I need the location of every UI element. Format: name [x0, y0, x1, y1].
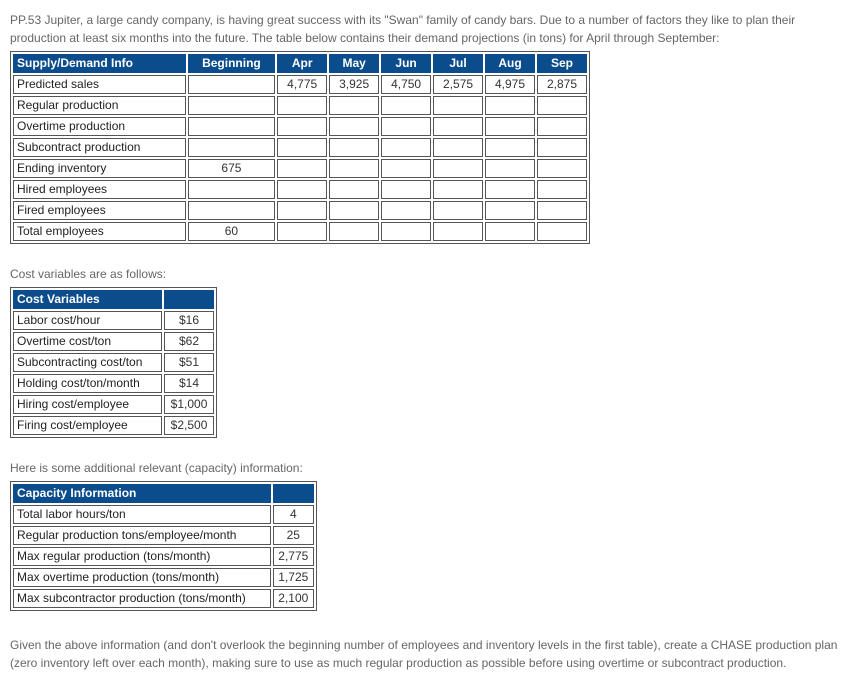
supply-header-col: May [329, 54, 379, 73]
table-cell [485, 159, 535, 178]
capacity-information-table [10, 481, 317, 611]
table-row [13, 180, 587, 199]
closing-line-2: (zero inventory left over each month), making sure to use as much regular production as possible before using overtime or subcontract production. [10, 656, 787, 670]
table-cell [188, 201, 276, 220]
closing-text [10, 636, 837, 672]
closing-line-1: Given the above information (and don't overlook the beginning number of employees and inventory levels in the first table), create a CHASE production plan [10, 638, 838, 652]
cost-label: Hiring cost/employee [13, 395, 162, 414]
cost-row [13, 353, 214, 372]
intro-text [10, 11, 795, 47]
table-cell [433, 159, 483, 178]
cost-value: $62 [164, 332, 214, 351]
capacity-row [13, 589, 314, 608]
table-cell [485, 222, 535, 241]
capacity-row [13, 505, 314, 524]
table-row [13, 96, 587, 115]
capacity-header-label: Capacity Information [13, 484, 271, 503]
table-cell [188, 138, 276, 157]
table-cell [485, 138, 535, 157]
cost-value: $16 [164, 311, 214, 330]
supply-header-col: Jul [433, 54, 483, 73]
table-cell [537, 117, 587, 136]
table-cell [537, 222, 587, 241]
row-label: Ending inventory [13, 159, 186, 178]
table-row [13, 222, 587, 241]
table-cell [381, 117, 431, 136]
table-cell [277, 159, 327, 178]
table-cell [433, 96, 483, 115]
table-cell [188, 117, 276, 136]
cost-row [13, 416, 214, 435]
table-row [13, 75, 587, 94]
capacity-value: 2,100 [273, 589, 314, 608]
table-cell [329, 138, 379, 157]
supply-header-col: Apr [277, 54, 327, 73]
table-cell [329, 180, 379, 199]
capacity-row [13, 526, 314, 545]
table-cell [485, 96, 535, 115]
capacity-label: Total labor hours/ton [13, 505, 271, 524]
capacity-row [13, 568, 314, 587]
row-label: Fired employees [13, 201, 186, 220]
table-cell [381, 96, 431, 115]
supply-header-row [13, 54, 587, 73]
table-cell [329, 201, 379, 220]
table-cell [433, 117, 483, 136]
supply-header-col: Beginning [188, 54, 276, 73]
supply-demand-table [10, 51, 590, 244]
table-cell [277, 180, 327, 199]
table-cell: 4,975 [485, 75, 535, 94]
supply-header-col: Sep [537, 54, 587, 73]
table-cell [485, 201, 535, 220]
row-label: Regular production [13, 96, 186, 115]
table-cell [188, 96, 276, 115]
cost-value: $51 [164, 353, 214, 372]
capacity-value: 1,725 [273, 568, 314, 587]
cost-value: $2,500 [164, 416, 214, 435]
table-cell [381, 180, 431, 199]
cost-label: Holding cost/ton/month [13, 374, 162, 393]
capacity-header-row [13, 484, 314, 503]
table-cell [537, 96, 587, 115]
table-cell [381, 222, 431, 241]
row-label: Subcontract production [13, 138, 186, 157]
table-cell: 3,925 [329, 75, 379, 94]
cost-label: Labor cost/hour [13, 311, 162, 330]
table-cell [188, 180, 276, 199]
capacity-label: Regular production tons/employee/month [13, 526, 271, 545]
capacity-label: Max regular production (tons/month) [13, 547, 271, 566]
cost-variables-table [10, 287, 217, 438]
intro-line-1: PP.53 Jupiter, a large candy company, is having great success with its "Swan" family of candy bars. Due to a number of factors they like to plan their [10, 13, 796, 27]
table-row [13, 159, 587, 178]
table-cell: 4,775 [277, 75, 327, 94]
table-cell [433, 222, 483, 241]
row-label: Total employees [13, 222, 186, 241]
table-cell [329, 96, 379, 115]
capacity-intro-text: Here is some additional relevant (capacity) information: [10, 461, 303, 475]
table-cell [537, 138, 587, 157]
supply-header-col: Jun [381, 54, 431, 73]
cost-label: Firing cost/employee [13, 416, 162, 435]
cost-value: $14 [164, 374, 214, 393]
cost-intro-text: Cost variables are as follows: [10, 267, 167, 281]
row-label: Predicted sales [13, 75, 186, 94]
table-cell: 2,875 [537, 75, 587, 94]
table-cell [381, 138, 431, 157]
table-cell [485, 117, 535, 136]
table-cell [277, 222, 327, 241]
cost-value: $1,000 [164, 395, 214, 414]
row-label: Hired employees [13, 180, 186, 199]
table-cell [277, 138, 327, 157]
capacity-value: 2,775 [273, 547, 314, 566]
intro-line-2: production at least six months into the future. The table below contains their demand projections (in tons) for April through September: [10, 31, 720, 45]
table-cell [329, 159, 379, 178]
table-cell: 60 [188, 222, 276, 241]
table-cell [537, 180, 587, 199]
capacity-label: Max subcontractor production (tons/month) [13, 589, 271, 608]
table-cell [277, 96, 327, 115]
cost-row [13, 311, 214, 330]
table-cell [329, 222, 379, 241]
table-row [13, 117, 587, 136]
table-cell [329, 117, 379, 136]
table-cell [485, 180, 535, 199]
cost-row [13, 374, 214, 393]
cost-header-blank [164, 290, 214, 309]
table-cell [537, 201, 587, 220]
table-cell [277, 201, 327, 220]
capacity-value: 4 [273, 505, 314, 524]
cost-header-label: Cost Variables [13, 290, 162, 309]
supply-header-col: Aug [485, 54, 535, 73]
cost-row [13, 395, 214, 414]
cost-row [13, 332, 214, 351]
table-row [13, 201, 587, 220]
table-cell [433, 201, 483, 220]
capacity-row [13, 547, 314, 566]
supply-header-label: Supply/Demand Info [13, 54, 186, 73]
table-cell [188, 75, 276, 94]
cost-label: Overtime cost/ton [13, 332, 162, 351]
table-cell [433, 180, 483, 199]
capacity-value: 25 [273, 526, 314, 545]
table-cell: 675 [188, 159, 276, 178]
table-cell [381, 201, 431, 220]
table-cell: 4,750 [381, 75, 431, 94]
table-cell [433, 138, 483, 157]
table-row [13, 138, 587, 157]
row-label: Overtime production [13, 117, 186, 136]
table-cell: 2,575 [433, 75, 483, 94]
table-cell [381, 159, 431, 178]
cost-label: Subcontracting cost/ton [13, 353, 162, 372]
table-cell [277, 117, 327, 136]
capacity-label: Max overtime production (tons/month) [13, 568, 271, 587]
table-cell [537, 159, 587, 178]
cost-header-row [13, 290, 214, 309]
capacity-header-blank [273, 484, 314, 503]
